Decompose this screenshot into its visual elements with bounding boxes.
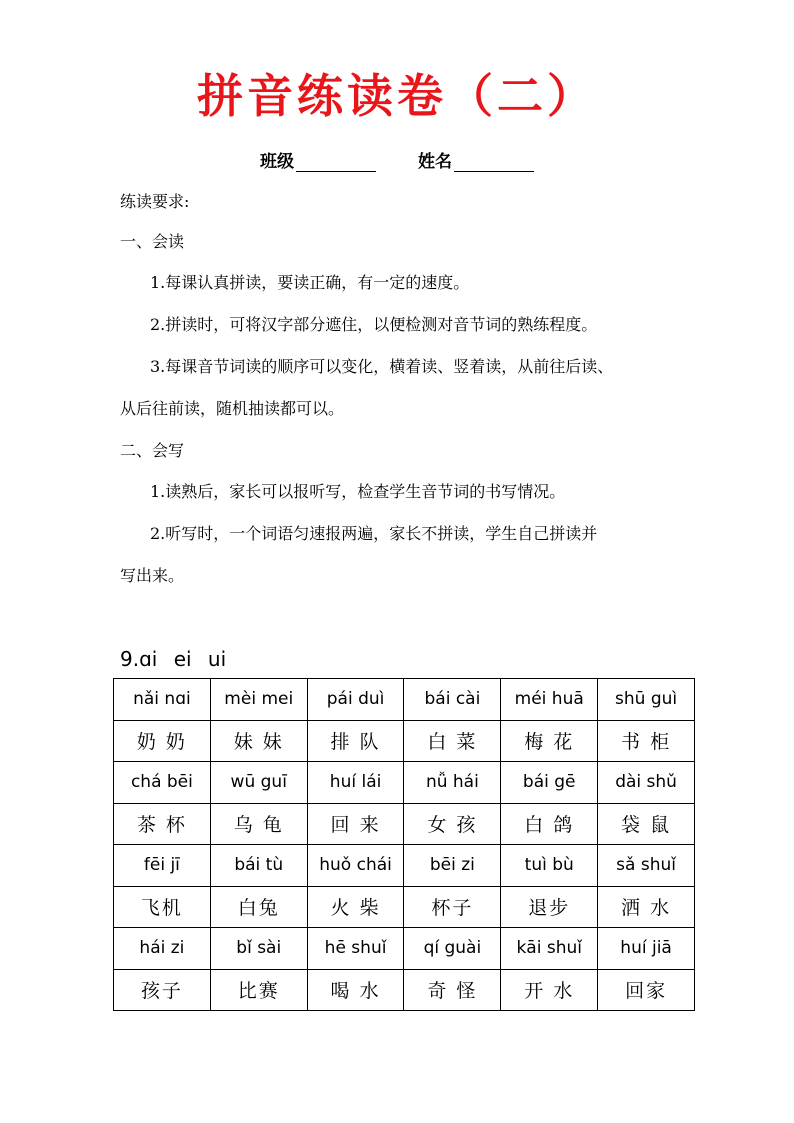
name-blank [454, 153, 534, 172]
pinyin-table [113, 678, 695, 1011]
pinyin-cell: nǎi nɑi [114, 679, 211, 721]
student-info [0, 147, 794, 172]
pinyin-cell: chá bēi [114, 762, 211, 804]
hanzi-cell: 白 鸽 [501, 803, 598, 845]
hanzi-row [114, 886, 695, 928]
write-requirement-2a: 2.听写时，一个词语匀速报两遍，家长不拼读，学生自己拼读并 [150, 524, 598, 543]
hanzi-cell: 杯子 [404, 886, 501, 928]
read-requirement-3a: 3.每课音节词读的顺序可以变化，横着读、竖着读，从前往后读、 [150, 357, 614, 376]
pinyin-cell: wū guī [210, 762, 307, 804]
section-read-heading: 一、会读 [120, 232, 185, 251]
class-label: 班级 [260, 152, 295, 172]
pinyin-cell: hē shuǐ [307, 928, 404, 970]
pinyin-cell: fēi jī [114, 845, 211, 887]
pinyin-row [114, 679, 695, 721]
write-requirement-1: 1.读熟后，家长可以报听写，检查学生音节词的书写情况。 [150, 482, 566, 501]
pinyin-cell: huí lái [307, 762, 404, 804]
pinyin-cell: mèi mei [210, 679, 307, 721]
pinyin-cell: bái gē [501, 762, 598, 804]
hanzi-cell: 回家 [598, 969, 695, 1011]
class-blank [296, 153, 376, 172]
hanzi-cell: 回 来 [307, 803, 404, 845]
hanzi-cell: 洒 水 [598, 886, 695, 928]
pinyin-row [114, 845, 695, 887]
name-label: 姓名 [417, 152, 452, 172]
pinyin-cell: shū guì [598, 679, 695, 721]
section-write-heading: 二、会写 [120, 441, 185, 460]
page-title: 拼音练读卷（二） [197, 69, 597, 123]
pinyin-cell: huǒ chái [307, 845, 404, 887]
pinyin-cell: sǎ shuǐ [598, 845, 695, 887]
hanzi-row [114, 969, 695, 1011]
pinyin-cell: méi huā [501, 679, 598, 721]
hanzi-cell: 乌 龟 [210, 803, 307, 845]
pinyin-cell: bái cài [404, 679, 501, 721]
pinyin-cell: bǐ sài [210, 928, 307, 970]
hanzi-cell: 妹 妹 [210, 720, 307, 762]
lesson-label: 9.ɑi ei ui [120, 647, 227, 671]
hanzi-row [114, 803, 695, 845]
pinyin-cell: hái zi [114, 928, 211, 970]
name-field [418, 147, 534, 172]
hanzi-cell: 飞机 [114, 886, 211, 928]
pinyin-cell: kāi shuǐ [501, 928, 598, 970]
hanzi-cell: 比赛 [210, 969, 307, 1011]
hanzi-cell: 茶 杯 [114, 803, 211, 845]
pinyin-cell: dài shǔ [598, 762, 695, 804]
pinyin-cell: bēi zi [404, 845, 501, 887]
read-requirement-1: 1.每课认真拼读，要读正确，有一定的速度。 [150, 273, 470, 292]
pinyin-cell: bái tù [210, 845, 307, 887]
pinyin-cell: huí jiā [598, 928, 695, 970]
hanzi-cell: 奶 奶 [114, 720, 211, 762]
hanzi-cell: 排 队 [307, 720, 404, 762]
hanzi-cell: 开 水 [501, 969, 598, 1011]
requirements-heading: 练读要求: [120, 192, 190, 211]
hanzi-cell: 白 菜 [404, 720, 501, 762]
hanzi-cell: 喝 水 [307, 969, 404, 1011]
class-field [260, 147, 376, 172]
hanzi-cell: 梅 花 [501, 720, 598, 762]
pinyin-cell: nǚ hái [404, 762, 501, 804]
pinyin-cell: qí guài [404, 928, 501, 970]
hanzi-cell: 白兔 [210, 886, 307, 928]
hanzi-cell: 孩子 [114, 969, 211, 1011]
hanzi-cell: 袋 鼠 [598, 803, 695, 845]
read-requirement-3b: 从后往前读，随机抽读都可以。 [120, 399, 345, 418]
hanzi-row [114, 720, 695, 762]
pinyin-row [114, 762, 695, 804]
hanzi-cell: 奇 怪 [404, 969, 501, 1011]
hanzi-cell: 退步 [501, 886, 598, 928]
hanzi-cell: 书 柜 [598, 720, 695, 762]
pinyin-cell: tuì bù [501, 845, 598, 887]
read-requirement-2: 2.拼读时，可将汉字部分遮住，以便检测对音节词的熟练程度。 [150, 315, 598, 334]
write-requirement-2b: 写出来。 [120, 566, 185, 585]
pinyin-cell: pái duì [307, 679, 404, 721]
hanzi-cell: 女 孩 [404, 803, 501, 845]
pinyin-row [114, 928, 695, 970]
hanzi-cell: 火 柴 [307, 886, 404, 928]
